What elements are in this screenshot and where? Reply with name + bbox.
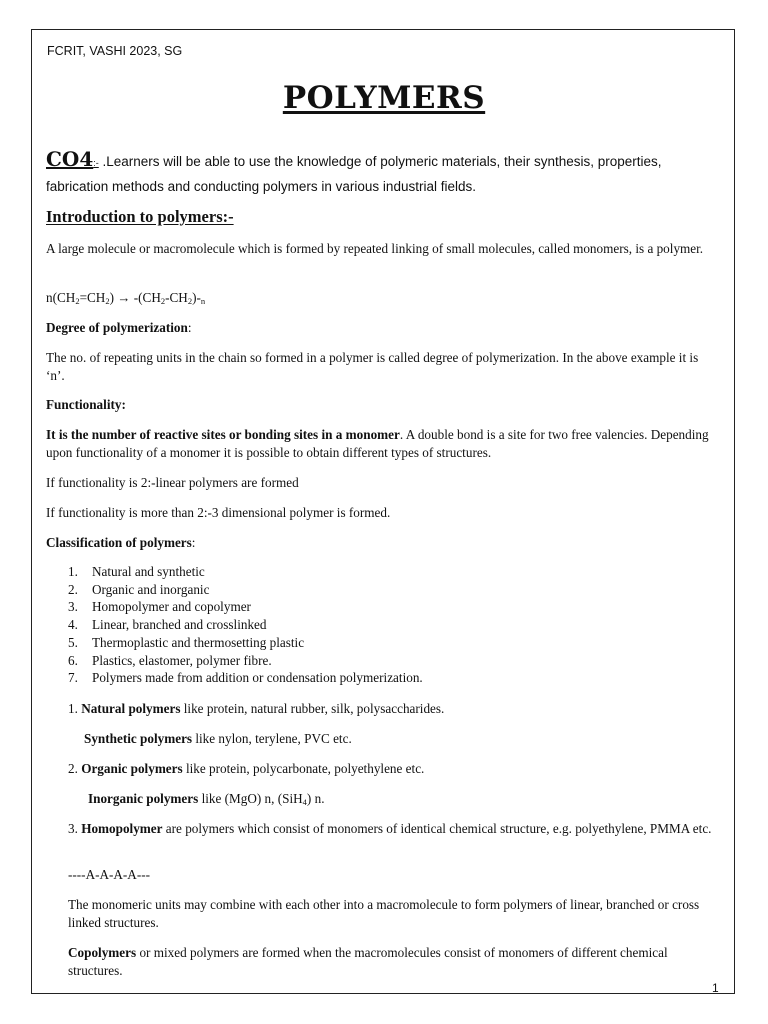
list-item: 5. Thermoplastic and thermosetting plastic [68,634,305,650]
monomeric-units-paragraph: The monomeric units may combine with each other into a macromolecule to form polymers of linear, branched or cross linked structures. [68,897,700,930]
classification-heading: Classification of polymers: [46,535,196,550]
co-text: .Learners will be able to use the knowledge of polymeric materials, their synthesis, properties, fabrication methods and conducting polymers in various industrial fields. [46,154,662,194]
course-outcome [46,147,706,199]
natural-polymers: 1. Natural polymers like protein, natural rubber, silk, polysaccharides. [68,701,445,716]
homopolymer-paragraph: 3. Homopolymer are polymers which consist of monomers of identical chemical structure, e.g. polyethylene, PMMA etc. [68,821,712,836]
intro-paragraph: A large molecule or macromolecule which is formed by repeated linking of small molecules, called monomers, is a polymer. [46,241,704,256]
inorganic-polymers: Inorganic polymers like (MgO) n, (SiH$_4$) n. [88,791,325,807]
classification-list [68,563,423,687]
copolymer-paragraph: Copolymers or mixed polymers are formed when the macromolecules consist of monomers of different chemical structures. [68,945,668,978]
functionality-two: If functionality is 2:-linear polymers are formed [46,475,299,490]
degree-heading: Degree of polymerization: [46,320,192,335]
list-item: 2. Organic and inorganic [68,581,210,597]
degree-paragraph: The no. of repeating units in the chain so formed in a polymer is called degree of polymerization. In the above example it is ‘n’. [46,350,699,383]
synthetic-polymers: Synthetic polymers like nylon, terylene, PVC etc. [84,731,352,746]
list-item: 4. Linear, branched and crosslinked [68,617,267,633]
polymerization-equation: $n(CH_2=CH_2) \to -(CH_2-CH_2)-_n$ [46,290,206,306]
list-item: 7. Polymers made from addition or condensation polymerization. [68,670,423,686]
list-item: 3. Homopolymer and copolymer [68,599,251,615]
homopolymer-chain: ----A-A-A-A--- [68,867,151,882]
functionality-heading: Functionality: [46,397,126,412]
co-label: CO4 [46,147,94,171]
functionality-more: If functionality is more than 2:-3 dimensional polymer is formed. [46,505,391,520]
list-item: 6. Plastics, elastomer, polymer fibre. [68,652,272,668]
intro-heading: Introduction to polymers:- [46,207,234,226]
organic-polymers: 2. Organic polymers like protein, polycarbonate, polyethylene etc. [68,761,425,776]
document-header: FCRIT, VASHI 2023, SG [47,44,183,58]
page-title: POLYMERS [282,80,486,116]
page-number: 1 [712,981,719,995]
co-separator: :- [93,158,99,168]
functionality-paragraph: It is the number of reactive sites or bonding sites in a monomer. A double bond is a site for two free valencies. Depending upon functionality of a monomer it is possible to obtain different types of structures. [46,427,709,460]
list-item: 1. Natural and synthetic [68,564,205,579]
